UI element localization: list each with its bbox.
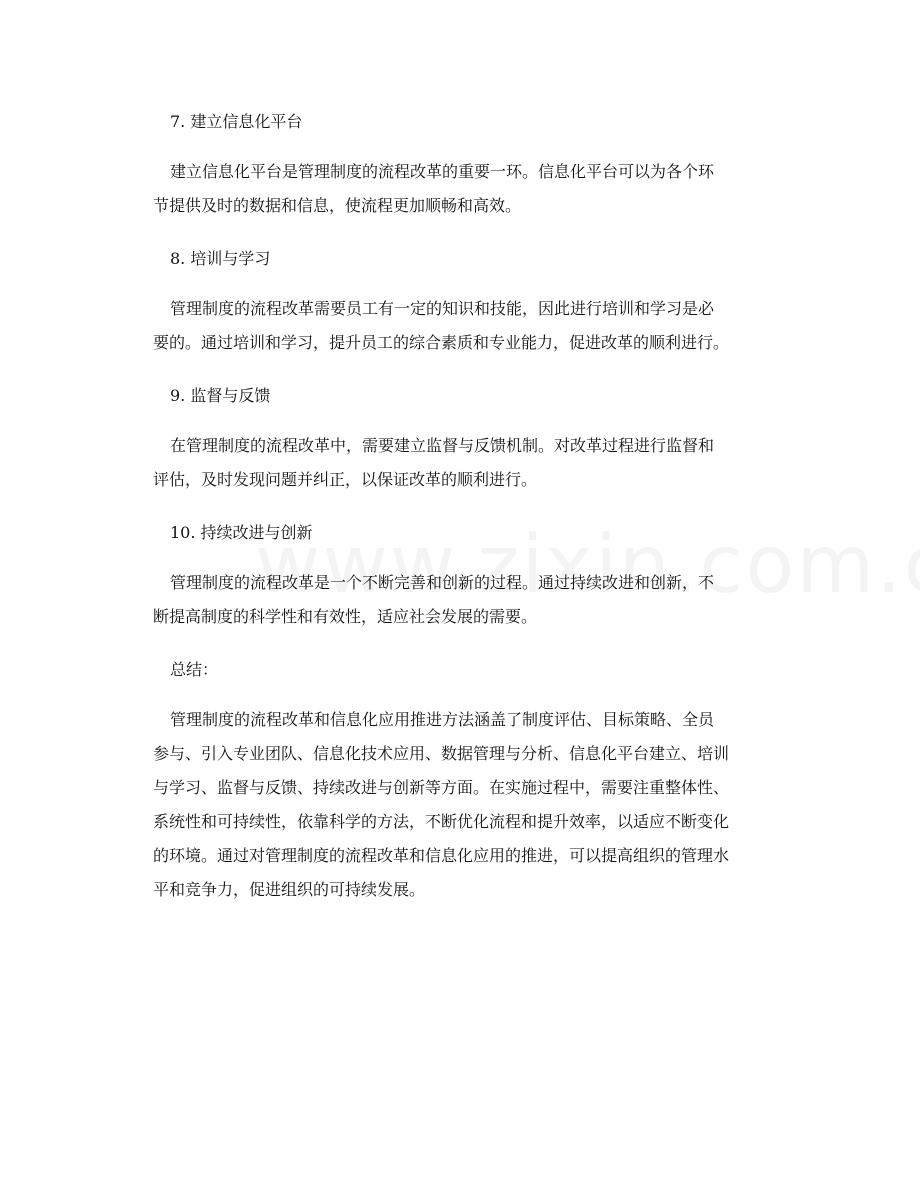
paragraph-line: 管理制度的流程改革需要员工有一定的知识和技能，因此进行培训和学习是必: [170, 299, 715, 318]
paragraph-line: 平和竞争力，促进组织的可持续发展。: [153, 880, 426, 899]
paragraph-line: 管理制度的流程改革和信息化应用推进方法涵盖了制度评估、目标策略、全员: [170, 710, 715, 729]
section-paragraph-7: [153, 155, 780, 223]
paragraph-line: 管理制度的流程改革是一个不断完善和创新的过程。通过持续改进和创新，不: [170, 573, 715, 592]
summary-heading: 总结：: [170, 660, 219, 679]
section-paragraph-8: [153, 292, 780, 360]
paragraph-line: 建立信息化平台是管理制度的流程改革的重要一环。信息化平台可以为各个环: [170, 162, 715, 181]
section-heading-8: 8. 培训与学习: [170, 249, 271, 268]
section-paragraph-9: [153, 429, 780, 497]
paragraph-line: 与学习、监督与反馈、持续改进与创新等方面。在实施过程中，需要注重整体性、: [153, 778, 730, 797]
paragraph-line: 节提供及时的数据和信息，使流程更加顺畅和高效。: [153, 196, 522, 215]
paragraph-line: 系统性和可持续性，依靠科学的方法，不断优化流程和提升效率，以适应不断变化: [153, 812, 730, 831]
paragraph-line: 参与、引入专业团队、信息化技术应用、数据管理与分析、信息化平台建立、培训: [153, 744, 730, 763]
paragraph-line: 断提高制度的科学性和有效性，适应社会发展的需要。: [153, 607, 538, 626]
section-heading-10: 10. 持续改进与创新: [170, 523, 313, 542]
section-heading-9: 9. 监督与反馈: [170, 386, 271, 405]
summary-paragraph: [153, 703, 780, 907]
paragraph-line: 在管理制度的流程改革中，需要建立监督与反馈机制。对改革过程进行监督和: [170, 436, 715, 455]
section-heading-7: 7. 建立信息化平台: [170, 112, 303, 131]
paragraph-line: 要的。通过培训和学习，提升员工的综合素质和专业能力，促进改革的顺利进行。: [153, 333, 730, 352]
section-paragraph-10: [153, 566, 780, 634]
paragraph-line: 的环境。通过对管理制度的流程改革和信息化应用的推进，可以提高组织的管理水: [153, 846, 730, 865]
document-body: [153, 108, 780, 907]
paragraph-line: 评估，及时发现问题并纠正，以保证改革的顺利进行。: [153, 470, 538, 489]
